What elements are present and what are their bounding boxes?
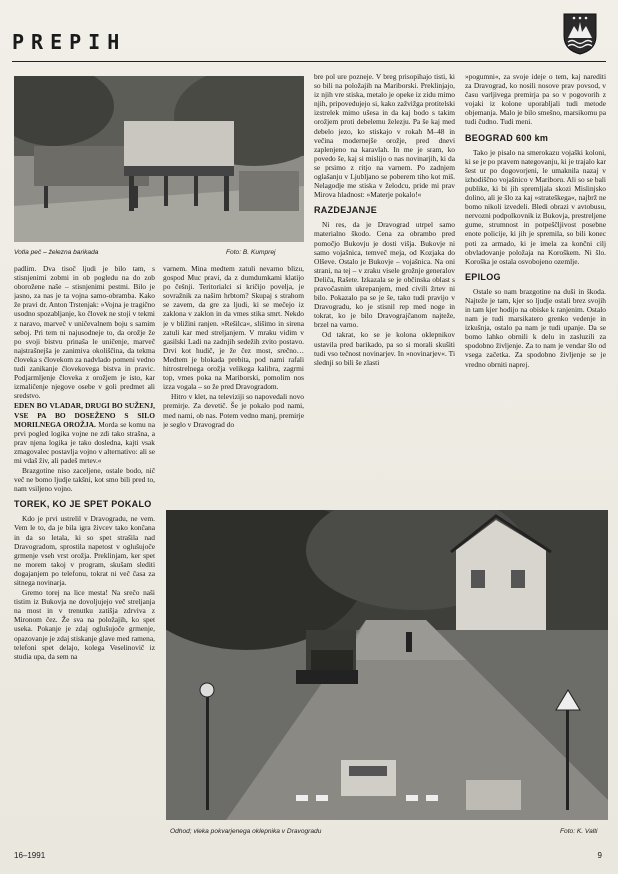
heading-razdejanje: RAZDEJANJE <box>314 205 378 216</box>
barricade-photo <box>14 76 304 242</box>
col1-after-1: Kdo je prvi ustrelil v Dravogradu, ne vem. Vem le to, da je bila igra živcev tako končana in da so letala, ki so spet strašila nad Dravogradom, sprostila napetost v oglušujoče grmenje vseh vrst orožja. Preklinjam, ker spet ne morem takoj v program, skušam slediti dogajanjem po telefonu, tokrat ni več časa za sitnega novinarja. <box>14 514 155 587</box>
column-4 <box>465 72 606 504</box>
col1-emphasis-tail: Morda se komu na prvi pogled logika vojne ne zdi tako strašna, a prav njena logika je tako dosledna, kajti vsak zmagovalec postavlja vojno v alternativo: ali se mi vdaš živ, ali padeš mrtev.« <box>14 419 155 465</box>
column-3 <box>314 72 455 504</box>
photo1-credit: Foto: B. Kumprej <box>226 249 276 256</box>
photo2-credit: Foto: K. Valti <box>560 828 598 835</box>
heading-epilog: EPILOG <box>465 271 501 282</box>
column-1 <box>14 264 155 804</box>
col1-para-2: Brazgotine niso zaceljene, ostale bodo, nič več ne bomo ljudje takšni, kot smo bili pred to, nam vsiljeno vojno. <box>14 466 155 494</box>
heading-beograd: BEOGRAD 600 km <box>465 132 549 143</box>
column-2 <box>163 264 304 504</box>
col1-emphasis: EDEN BO VLADAR, DRUGI BO SUŽENJ, VSE PA BO DOSEŽENO S SILO MORILNEGA OROŽJA. <box>14 401 155 429</box>
col3-para-1: bre pol ure pozneje. V breg prisopihajo tisti, ki so bili na položajih na Mariborski. Preklinjajo, iz njih vre stiska, metalo je opeke iz zidu mimo njih, pripovedujejo si, kako zažvižga protitelski izstrelek mimo ušesa in da kaj bodo s takim orožjem proti debelemu železju. Pa še kaj med debelo jezo, ko stiskajo v rokah M–48 in večina modernejše orožje, pred dnevi zaplenjeno na karavlah. In me je sram, ko povedo še, kaj si mislijo o nas novinarjih, ki da se prsimo z ritjo na varnem. Po zadnjem oglašanju v Ljubljano se poberem tiho kot miš. Nelagodje me stiska v želodcu, pride mi prav Mirova hladnost: »Materje pokalo!« <box>314 72 455 200</box>
col2-para-1: varnem. Mina medtem zatuli nevarno blizu, gospod Muc pravi, da z dumdumkami klatijo po češnji. Teritorialci si kričijo povelja, je sovražnik za našim hrbtom? Skupaj s strahom se zavem, da gre za ljudi, ki se mečejo iz zaklona v zaklon in da vmes stika smrt. Nekdo je v bližini ranjen. »Rešilca«, slišimo in sirena zatuli kar med streljanjem. V mraku vidim v gasilski Ladi na zadnjih sedežih zvito postavo. Drvi kot hudič, je že čez most, srečno… Medtem je blokada prebita, pod nami rafali hitrostrelnega orožja velikega kalibra, zagrmi top, vmes poka na Mariborski, pomolim nos izza vogala – so že pred Dravogradom. <box>163 264 304 392</box>
issue-number: 16–1991 <box>14 851 46 860</box>
col3-after-2: Od takrat, ko se je kolona oklepnikov ustavila pred barikado, pa so si morali skušiti tudi vso tečnost novinarjev. In »novinarjev«. Ti slednji so bili še zlasti <box>314 330 455 367</box>
heading-torek: TOREK, KO JE SPET POKALO <box>14 499 152 510</box>
masthead-rule <box>12 61 606 62</box>
col2-para-2: Hitro v klet, na televiziji so napovedali novo premirje. Za devetič. Še je pokalo pod nami, med nami, ob nas. Potem vedno manj, premirje je seglo v Dravograd do <box>163 392 304 429</box>
section-masthead: PREPIH <box>12 30 127 54</box>
photo2-caption: Odhod; vleka pokvarjenega oklepnika v Dravogradu <box>170 828 322 835</box>
slovenia-crest-icon <box>562 12 598 56</box>
col4-after2-1: Ostale so nam brazgotine na duši in škoda. Najteže je tam, kjer so ljudje ostali brez svojih in tam kjer hodijo na obiske k ranjenim. Ostalo nam je tudi marsikatero grenko vedenje in izkušnja, ostalo pa nam je tudi upanje. Da se bomo lahko obrnili k delu in zasluzili za spodobno življenje. Za to nam je vendar šlo od vsega začetka. Za spodobno življenje se je vredno obrniti naprej. <box>465 286 606 369</box>
col3-after-1: Ni res, da je Dravograd utrpel samo materialno škodo. Cena za obrambo pred pomočjo Bukovju je dosti višja. Bukovje ni samo vojašnica, temveč meja, od Kozjaka do Olševe. Ostalo je Bukovje – vojašnica. Na oni strani, na tej – v zraku visele grožnje generalov Deliča, Rašete. Izkazala se je občinska oblast s pravočasnim ukrepanjem, med civili žrtev ni bilo. Pokazalo pa se je še, tako tudi pravijo v Dravogradu, ko je stisnil rep med noge in tokrat, ko je bilo Dravograjčanom najteže, brzel na varno. <box>314 220 455 330</box>
col4-para-1: »pogumni«, za svoje ideje o tem, kaj narediti za Dravograd, ko nosili nosove prav povsod, v času varljivega premirja pa so v pogovorih z vojaki iz kolone uporabljali tudi metode objemanja. Malo je bilo smešno, marsikomu pa tudi čudno. Tudi meni. <box>465 72 606 127</box>
street-photo <box>166 510 608 820</box>
photo1-caption: Votla peč – železna barikada <box>14 249 99 256</box>
col4-after-1: Tako je pisalo na smerokazu vojaški koloni, ki se je po pravem nategovanju, ki je trajalo kar šest ur po dogovorjeni, le umaknila nazaj v izhodiščno vojašnico v Mariboru. Ali so se bali publike, ki bi jih spremljala skozi Mislinjsko dolino, ali je šlo za kaj »strateškega«, najbrž ne bomo nikoli izvedeli. Bledi obrazi v avtobusu, nervozni podpolkovnik iz Bukovja, prestreljene gume, strumnost in potpeščljivost posebne enote policije, ki jih je spremila, so bili konec poti za armado, ki je imela za končni cilj obvladovanje položaja na Koroškem. Ni šlo. Koroška je ostala osvobojeno ozemlje. <box>465 147 606 266</box>
col1-para-1: padlim. Dva tisoč ljudi je bilo tam, s stisnjenimi zobmi in ob pogledu na do zob oborožene naše – stisnjenimi pestmi. Bilo je jasno, za nas je ta vojna samo-obramba. Kako že pravi dr. Anton Trstenjak: »Vojna je tragično usodno spozabljanje, ko človek ne stoji v tekmi z naravo, marveč v uničevalnem boju s samim seboj. Pri tem ni najusodneje to, da orožje že po svoji bistvu prinaša le uničenje, marveč najstrašnejša je zanimiva okoliščina, da tekma človeka s človekom za nadvlado pomeni vedno tudi zanikanje človekovega bistva in pravic. Podjarmljenje človeka z orožjem je isto, kar izmaličenje njegove osebe v goli predmet ali sredstvo. <box>14 264 155 401</box>
col1-after-2: Gremo torej na lice mesta! Na srečo naši tistim iz Bukovja ne dovoljujejo več streljanja na most in v trenutku zatišja zdrviva z Mironom čez. Že sva na položajih, ko spet useka. Pokanje je zdaj oglušujoče grmenje, opazovanje je zdaj stiskanje glave med ramena, telefoni spet delajo, kolega Veselinovič iz studia upa, da sem na <box>14 588 155 661</box>
page-number: 9 <box>597 851 602 860</box>
